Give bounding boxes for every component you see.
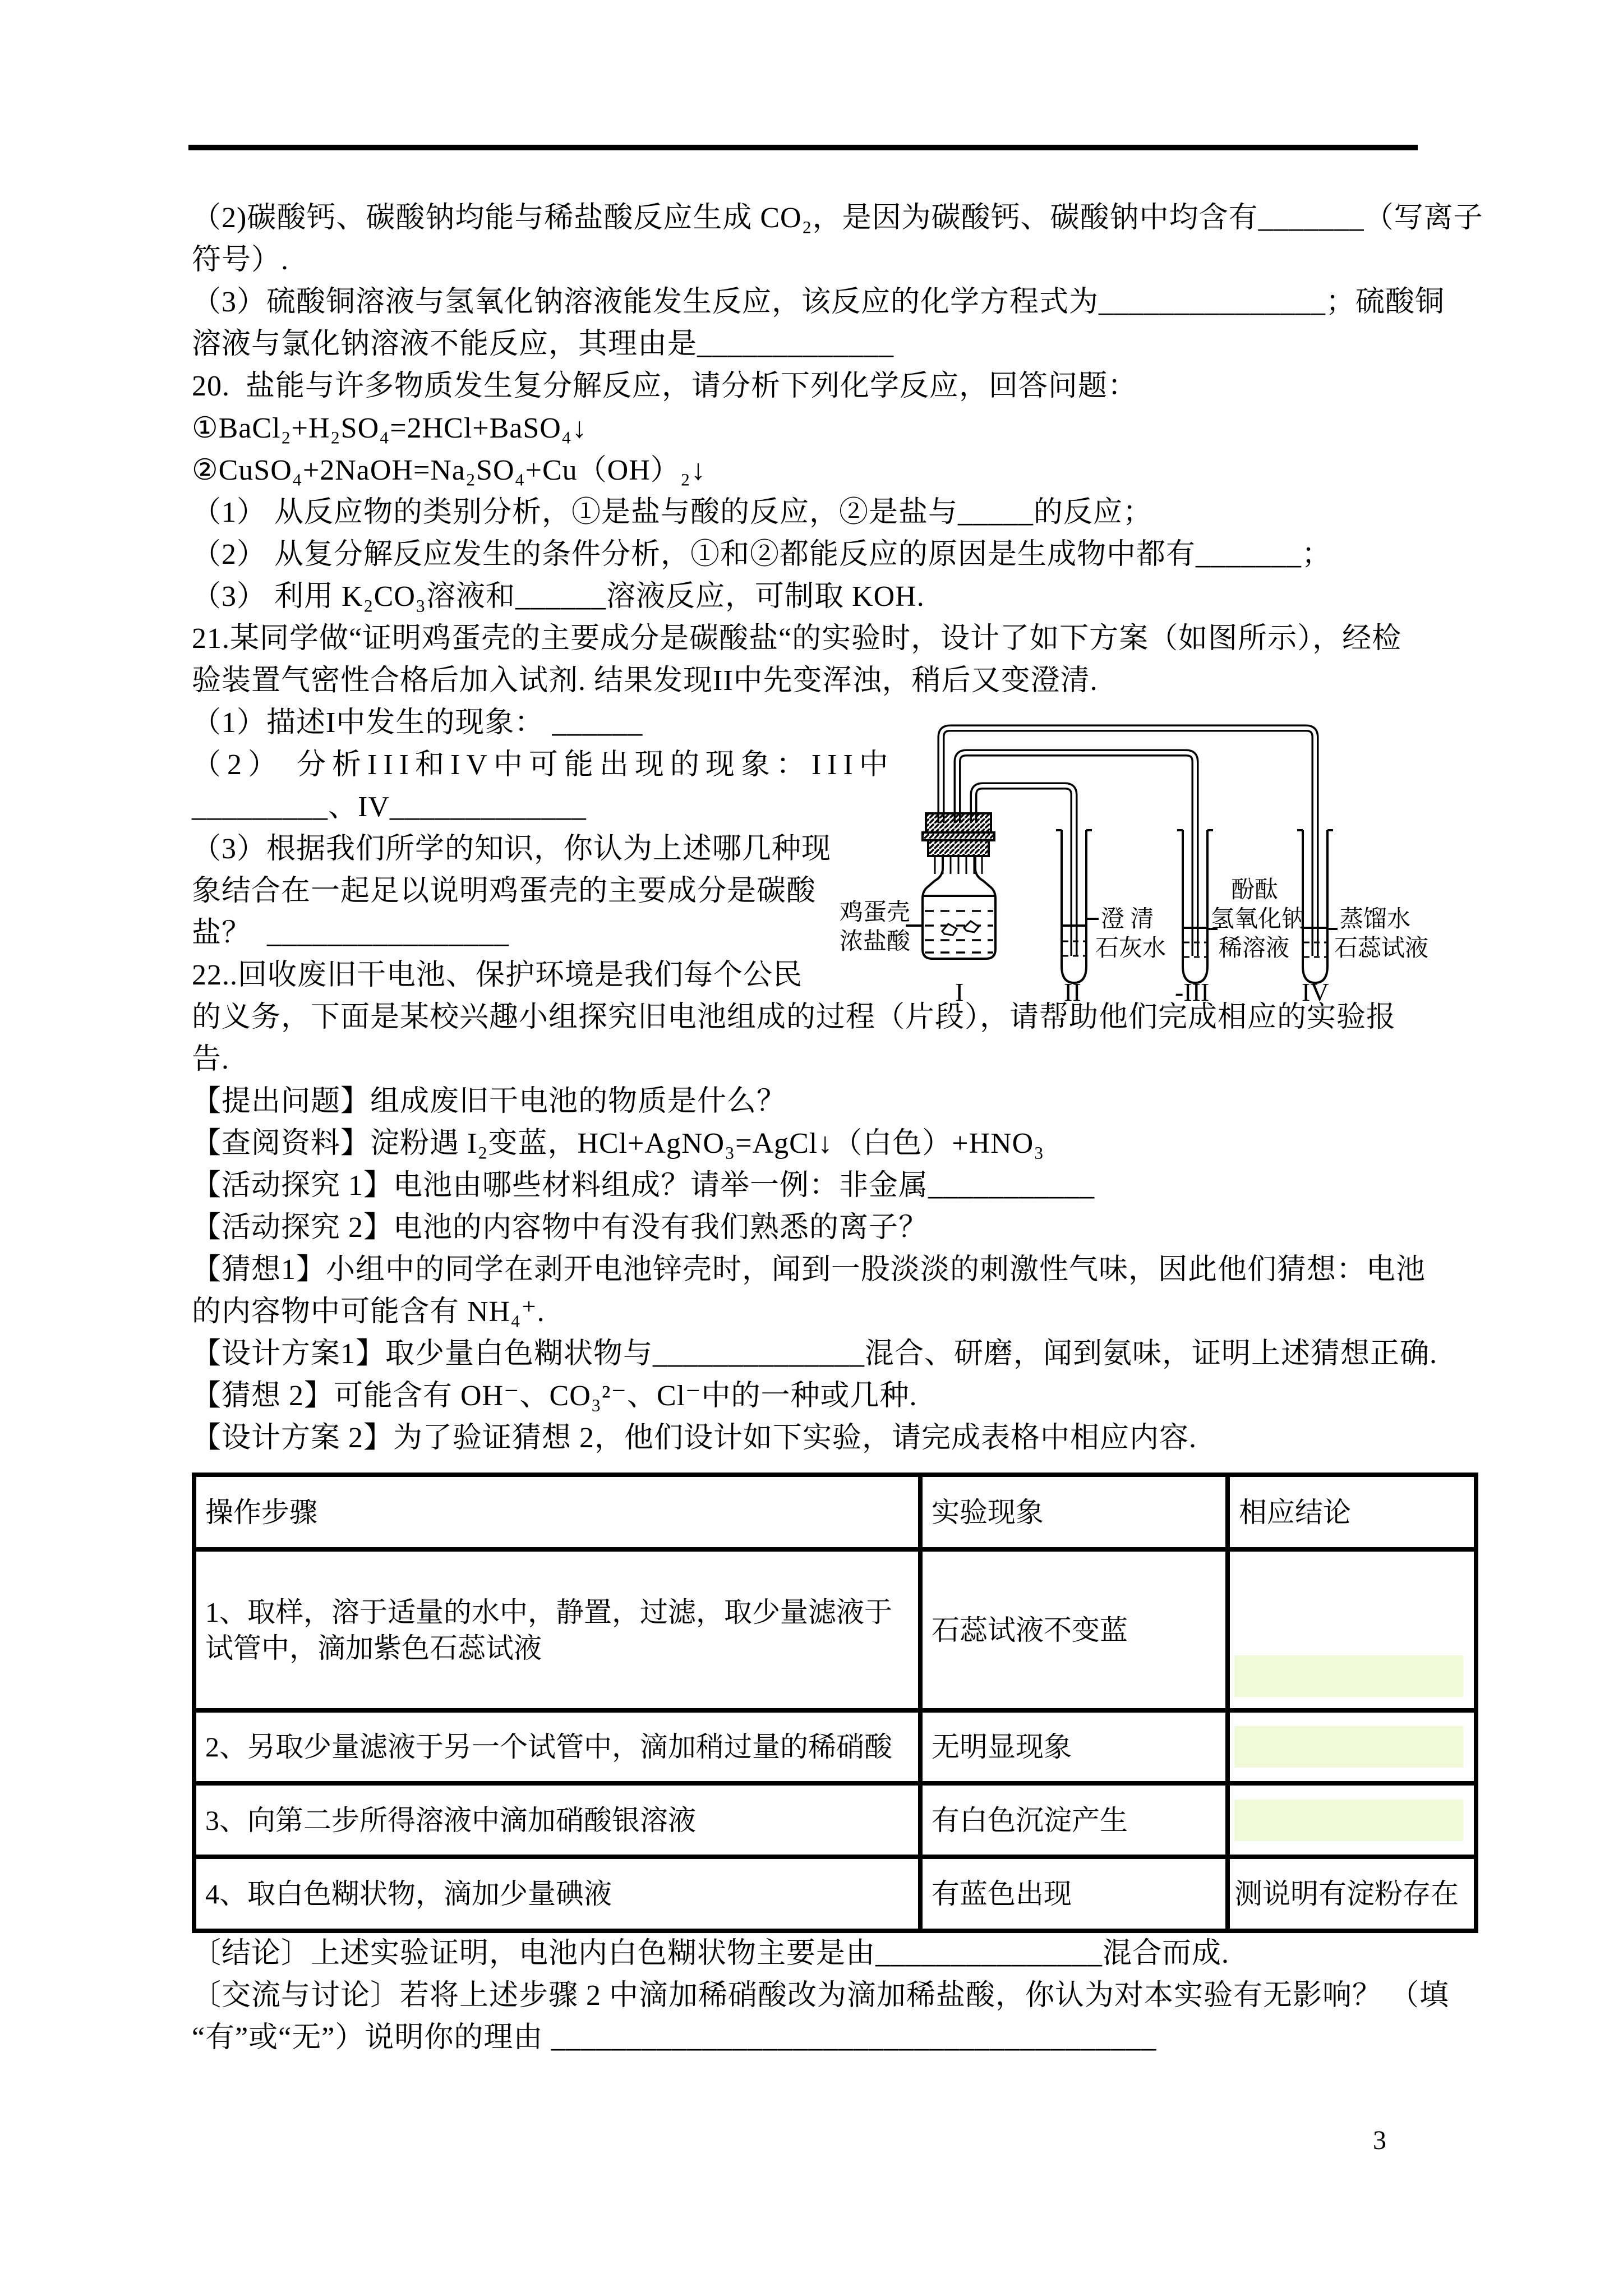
table-row [194,1710,1476,1783]
text-line: “有”或“无”）说明你的理由 ________________________________________ [192,2022,1157,2054]
numeral-IV: IV [1302,978,1329,1006]
text-line: 的内容物中可能含有 NH₄⁺. [192,1296,545,1328]
tube4-label: 石蕊试液 [1334,936,1429,961]
step-cell: 3、向第二步所得溶液中滴加硝酸银溶液 [194,1783,920,1857]
bottle-label: 浓盐酸 [840,929,911,955]
page-number: 3 [1373,2125,1386,2155]
eggshell-pieces [964,921,979,932]
experiment-table [192,1473,1478,1933]
text-line: 【查阅资料】淀粉遇 I₂变蓝，HCl+AgNO₃=AgCl↓（白色）+HNO₃ [192,1128,1045,1159]
text-line: 〔交流与讨论〕若将上述步骤 2 中滴加稀硝酸改为滴加稀盐酸，你认为对本实验有无影响？ （填 [192,1980,1450,2012]
conclusion-cell: 测说明有淀粉存在 [1228,1857,1476,1931]
text-line: 【活动探究 2】电池的内容物中有没有我们熟悉的离子？ [192,1212,929,1244]
numeral-III: -III [1175,978,1210,1006]
observation-cell: 无明显现象 [920,1710,1228,1783]
bottle-label: 鸡蛋壳 [840,900,911,926]
tube3-label: 氢氧化钠 [1211,907,1306,932]
text-line: 20. 盐能与许多物质发生复分解反应，请分析下列化学反应，回答问题： [192,370,1138,402]
text-line: （2） 从复分解反应发生的条件分析，①和②都能反应的原因是生成物中都有_______； [192,539,1332,570]
text-line: 【活动探究 1】电池由哪些材料组成？请举一例：非金属___________ [192,1170,1095,1202]
step-cell: 2、另取少量滤液于另一个试管中，滴加稍过量的稀硝酸 [194,1710,920,1783]
text-line: 溶液与氯化钠溶液不能反应，其理由是_____________ [192,328,895,360]
text-line: 【提出问题】组成废旧干电池的物质是什么？ [192,1085,787,1117]
text-line: 盐？ ________________ [192,917,510,949]
text-line: 【设计方案1】取少量白色糊状物与______________混合、研磨，闻到氨味，证明上述猜想正确. [192,1338,1438,1370]
text-line: 验装置气密性合格后加入试剂. 结果发现II中先变浑浊，稍后又变澄清. [192,665,1098,697]
table-row [194,1549,1476,1710]
text-line: 〔结论〕上述实验证明，电池内白色糊状物主要是由_______________混合而成. [192,1938,1230,1970]
answer-box [1234,1800,1463,1841]
text-line: 的义务，下面是某校兴趣小组探究旧电池组成的过程（片段），请帮助他们完成相应的实验报 [192,1001,1396,1033]
tube3-label: 酚酞 [1231,877,1279,903]
table-row [194,1783,1476,1857]
bottle-stopper [923,813,994,874]
text-line: 象结合在一起足以说明鸡蛋壳的主要成分是碳酸 [192,875,817,907]
tube3-label: 稀溶液 [1219,936,1290,961]
tube2-label: 澄 清 [1101,907,1154,932]
table-row [194,1857,1476,1931]
observation-cell: 石蕊试液不变蓝 [920,1549,1228,1710]
conclusion-cell [1228,1549,1476,1710]
step-cell: 1、取样，溶于适量的水中，静置，过滤，取少量滤液于试管中，滴加紫色石蕊试液 [194,1549,920,1710]
text-line: 【猜想1】小组中的同学在剥开电池锌壳时，闻到一股淡淡的刺激性气味，因此他们猜想：电池 [192,1254,1426,1286]
text-line: _________、IV_____________ [192,791,587,823]
text-line: 21.某同学做“证明鸡蛋壳的主要成分是碳酸盐“的实验时，设计了如下方案（如图所示），经检 [192,623,1402,655]
text-line: （3）硫酸铜溶液与氢氧化钠溶液能发生反应，该反应的化学方程式为_______________；硫酸铜 [192,286,1445,318]
text-line: 符号）. [192,244,289,276]
text-line: （2） 分析III和IV中可能出现的现象：III中 [192,749,895,781]
answer-box [1234,1726,1463,1768]
tube2-label: 石灰水 [1095,936,1166,961]
text-line: 【猜想 2】可能含有 OH⁻、CO₃²⁻、Cl⁻中的一种或几种. [192,1380,917,1412]
conclusion-cell [1228,1710,1476,1783]
observation-cell: 有蓝色出现 [920,1857,1228,1931]
text-line: （3）根据我们所学的知识，你认为上述哪几种现 [192,833,832,865]
text-line: （1）描述I中发生的现象： ______ [192,707,643,739]
chemical-equation-line: ①BaCl₂+H₂SO₄=2HCl+BaSO₄↓ [192,412,587,444]
text-line: （1） 从反应物的类别分析，①是盐与酸的反应，②是盐与_____的反应； [192,496,1153,528]
text-line: （3） 利用 K₂CO₃溶液和______溶液反应，可制取 KOH. [192,581,925,613]
numeral-II: II [1064,978,1081,1006]
step-cell: 4、取白色糊状物，滴加少量碘液 [194,1857,920,1931]
numeral-I: I [955,978,964,1006]
text-line: （2)碳酸钙、碳酸钠均能与稀盐酸反应生成 CO₂，是因为碳酸钙、碳酸钠中均含有_______（写离子 [192,202,1483,234]
table-header-cell: 相应结论 [1228,1475,1476,1549]
apparatus-diagram [838,702,1481,1008]
table-header-cell: 实验现象 [920,1475,1228,1549]
header-rule [188,145,1418,150]
table-header-cell: 操作步骤 [194,1475,920,1549]
tube4-label: 蒸馏水 [1340,907,1411,932]
answer-box [1234,1655,1463,1697]
text-line: 告. [192,1043,230,1075]
table-header-row [194,1475,1476,1549]
text-line: 【设计方案 2】为了验证猜想 2，他们设计如下实验，请完成表格中相应内容. [192,1422,1197,1454]
text-line: 22..回收废旧干电池、保护环境是我们每个公民 [192,959,803,991]
observation-cell: 有白色沉淀产生 [920,1783,1228,1857]
chemical-equation-line: ②CuSO₄+2NaOH=Na₂SO₄+Cu（OH）₂↓ [192,454,706,486]
conclusion-cell [1228,1783,1476,1857]
